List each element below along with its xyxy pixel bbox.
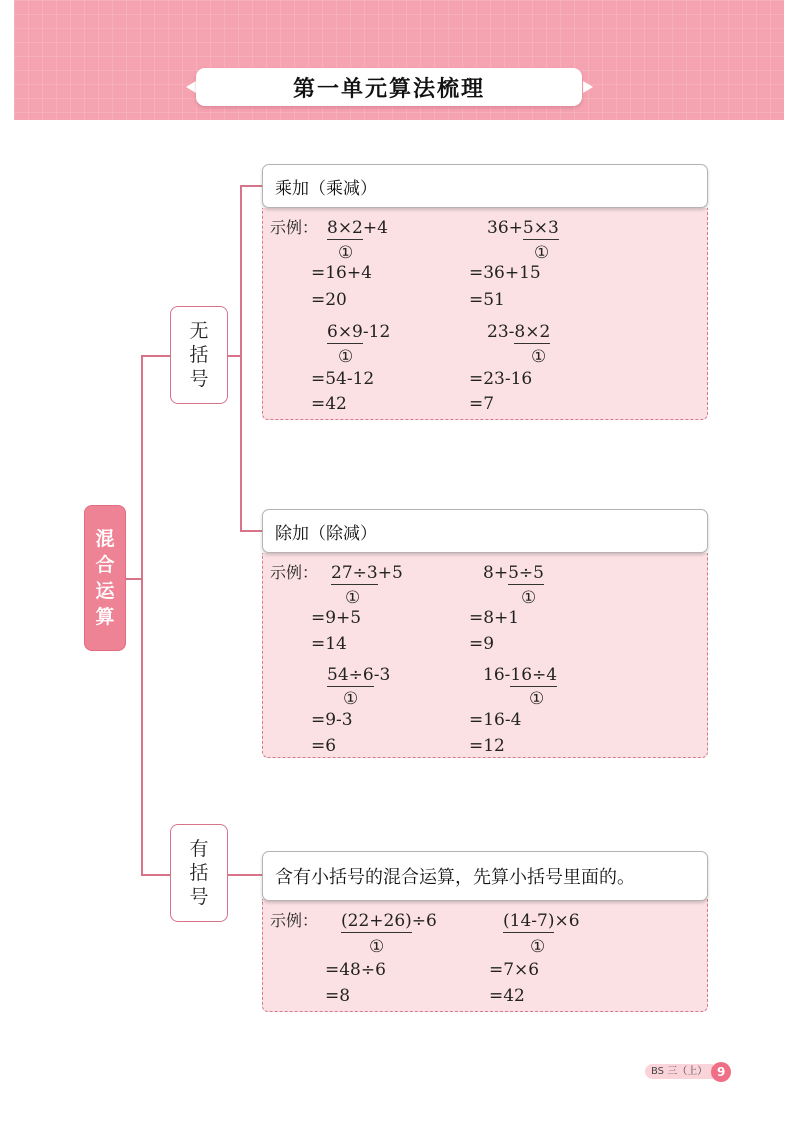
expression: 36+5×3 (487, 218, 559, 238)
step-line: =54-12 (311, 369, 375, 389)
root-char: 合 (95, 554, 115, 576)
step-marker: ① (530, 937, 546, 957)
step-line: =7×6 (489, 960, 540, 980)
category-3-examples-box (262, 899, 708, 1012)
root-char: 运 (95, 580, 115, 602)
step-marker: ① (529, 689, 545, 709)
connector-to-branch-1 (141, 355, 170, 357)
category-1-examples-box (262, 208, 708, 420)
step-line: =7 (469, 394, 495, 414)
connector-root-out (126, 578, 142, 580)
category-2-title (262, 509, 708, 553)
title-notch-right (583, 81, 593, 93)
step-line: =9-3 (311, 710, 353, 730)
step-line: =8+1 (469, 608, 520, 628)
step-marker: ① (369, 937, 385, 957)
category-3-title (262, 851, 708, 901)
expression: 54÷6-3 (327, 665, 391, 685)
branch-char: 有 (189, 838, 209, 860)
connector-to-category-1 (240, 185, 262, 187)
step-line: =48÷6 (325, 960, 386, 980)
expression: 16-16÷4 (483, 665, 558, 685)
branch-char: 括 (189, 862, 209, 884)
connector-to-branch-2 (141, 874, 170, 876)
page-number: 9 (711, 1062, 731, 1082)
step-line: =42 (311, 394, 347, 414)
step-line: =51 (469, 290, 505, 310)
category-title-text: 除加（除减） (275, 523, 377, 544)
branch-node-with-parentheses (170, 824, 228, 922)
expression: 8×2+4 (327, 218, 388, 238)
expression: 27÷3+5 (331, 563, 403, 583)
step-line: =8 (325, 986, 351, 1006)
edition-label: BS 三（上） (645, 1064, 713, 1079)
category-2-examples-box (262, 553, 708, 758)
step-marker: ① (338, 347, 354, 367)
step-line: =12 (469, 736, 505, 756)
branch-char: 无 (189, 320, 209, 342)
root-char: 算 (95, 606, 115, 628)
step-line: =23-16 (469, 369, 533, 389)
branch-node-no-parentheses (170, 306, 228, 404)
expression: 6×9-12 (327, 322, 391, 342)
title-banner (196, 68, 582, 106)
step-marker: ① (343, 689, 359, 709)
example-label: 示例： (270, 218, 319, 237)
root-char: 混 (95, 528, 115, 550)
expression: (22+26)÷6 (341, 911, 437, 931)
connector-to-category-3 (228, 874, 262, 876)
step-marker: ① (521, 588, 537, 608)
title-notch-left (186, 81, 196, 93)
step-marker: ① (345, 588, 361, 608)
connector-root-vertical (141, 355, 143, 875)
expression: (14-7)×6 (503, 911, 580, 931)
step-line: =16+4 (311, 263, 372, 283)
category-title-text: 含有小括号的混合运算，先算小括号里面的。 (275, 867, 635, 888)
step-marker: ① (531, 347, 547, 367)
example-label: 示例： (270, 563, 319, 582)
step-line: =16-4 (469, 710, 522, 730)
branch-char: 括 (189, 344, 209, 366)
connector-branch-1-vertical (240, 185, 242, 531)
branch-char: 号 (189, 886, 209, 908)
category-title-text: 乘加（乘减） (275, 178, 377, 199)
page-number-badge (645, 1063, 731, 1080)
step-line: =6 (311, 736, 337, 756)
step-marker: ① (338, 243, 354, 263)
expression: 23-8×2 (487, 322, 551, 342)
step-line: =20 (311, 290, 347, 310)
step-line: =14 (311, 634, 347, 654)
page-title: 第一单元算法梳理 (292, 76, 485, 102)
root-node-mixed-operations (84, 505, 126, 651)
step-line: =42 (489, 986, 525, 1006)
category-1-title (262, 164, 708, 208)
step-line: =9+5 (311, 608, 362, 628)
step-line: =36+15 (469, 263, 541, 283)
example-label: 示例： (270, 911, 319, 930)
step-line: =9 (469, 634, 495, 654)
step-marker: ① (534, 243, 550, 263)
branch-char: 号 (189, 368, 209, 390)
connector-to-category-2 (240, 530, 262, 532)
expression: 8+5÷5 (483, 563, 544, 583)
